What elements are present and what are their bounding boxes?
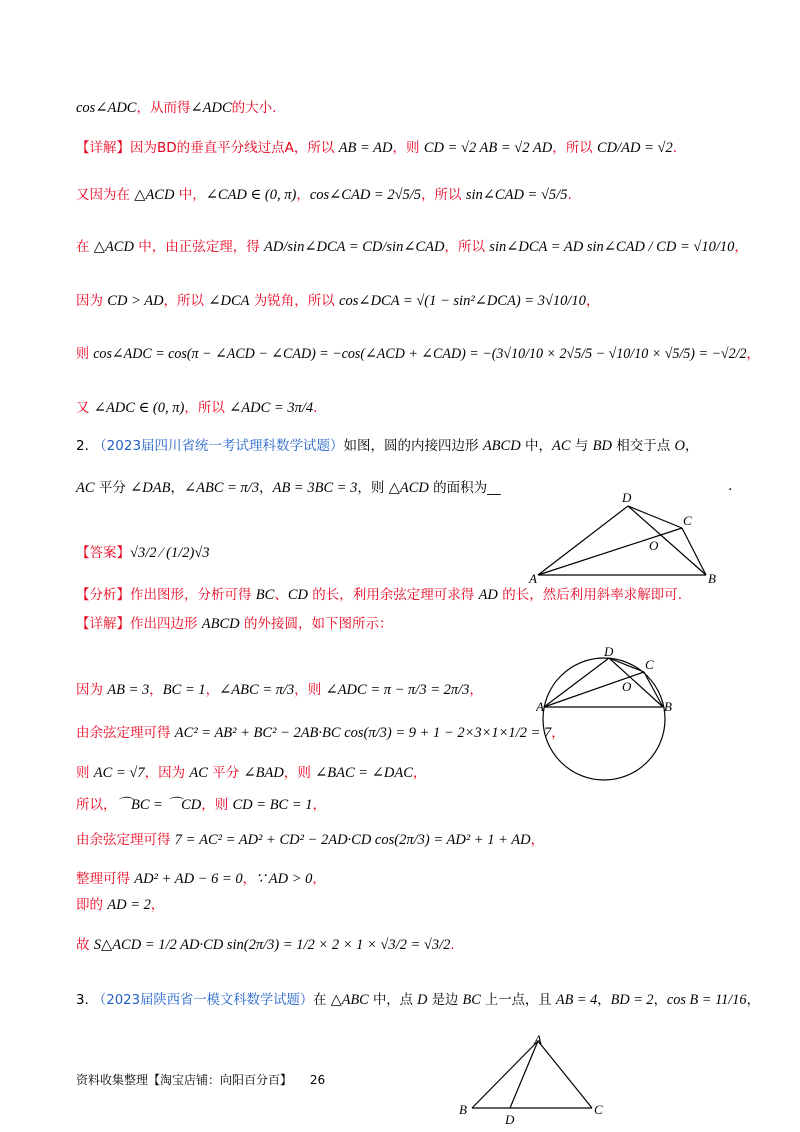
math-expression: ∠DCA (208, 293, 250, 309)
label-o: O (622, 679, 632, 694)
math-expression: BD = 2 (610, 992, 654, 1008)
math-expression: BC = 1 (162, 682, 206, 698)
text-segment: 在 (313, 992, 331, 1008)
text-segment: 【详解】作出四边形 (76, 616, 202, 632)
math-expression: △ABC (330, 992, 369, 1008)
text-segment: 是边 (427, 992, 463, 1008)
edge-ad (544, 658, 609, 707)
text-segment: ，则 (294, 682, 326, 698)
math-expression: AB = 3 (107, 682, 150, 698)
text-segment: 又因为在 (76, 187, 135, 203)
trailing-dot: . (728, 478, 733, 494)
figure-quadrilateral (528, 488, 724, 588)
text-segment: 的面积为__ (428, 480, 501, 496)
footer-text: 资料收集整理【淘宝店铺：向阳百分百】 (76, 1073, 293, 1087)
text-line-15 (76, 763, 426, 783)
text-segment: ，则 (357, 480, 389, 496)
text-segment: ，则 (283, 765, 316, 781)
text-segment: ， (242, 871, 257, 887)
text-line-21 (76, 990, 760, 1010)
text-segment: 与 (570, 438, 593, 454)
text-segment: 2. (76, 438, 94, 454)
math-expression: ∠CAD ∈ (0, π) (205, 187, 297, 203)
math-expression: CD (287, 587, 308, 603)
label-a: A (529, 571, 537, 586)
math-expression: ∠ABC = π/3 (183, 480, 260, 496)
text-segment: 所以， (76, 797, 117, 813)
text-segment: ，所以 (552, 140, 598, 156)
text-segment: 中， (174, 187, 206, 203)
math-expression: AC (551, 438, 571, 454)
text-segment: ， (259, 480, 273, 496)
label-b: B (708, 571, 716, 586)
label-d: D (604, 645, 614, 659)
math-expression: AB = 4 (555, 992, 598, 1008)
text-segment: ， (170, 480, 184, 496)
text-segment: 上一点，且 (480, 992, 556, 1008)
text-segment: 【分析】作出图形，分析可得 (76, 587, 256, 603)
text-line-19 (76, 895, 164, 915)
edge-cb (682, 528, 706, 575)
math-expression: ∠BAC = ∠DAC (315, 765, 413, 781)
text-segment: ， (412, 765, 427, 781)
math-expression: △ACD (93, 239, 134, 255)
edge-cb (644, 672, 663, 707)
math-expression: △ACD (134, 187, 175, 203)
edge-dc (628, 506, 682, 528)
text-segment: 的大小. (231, 100, 277, 116)
math-expression: ∠BAD (243, 765, 284, 781)
text-line-3 (76, 185, 572, 205)
math-expression: ∠DAB (130, 480, 171, 496)
text-segment: ， (746, 346, 760, 362)
text-segment: 【详解】因为BD的垂直平分线过点A，所以 (76, 140, 339, 156)
label-b: B (459, 1102, 467, 1117)
text-segment: ， (312, 871, 326, 887)
text-segment: ， (746, 992, 760, 1008)
math-expression: AD (478, 587, 498, 603)
math-expression: AC² = AB² + BC² − 2AB·BC cos(π/3) = 9 + 1 − 2×3×1×1/2 = 7 (174, 725, 552, 741)
math-expression: ⌒BC = ⌒CD (116, 797, 202, 813)
text-segment: ， (653, 992, 667, 1008)
text-segment: ， (734, 239, 748, 255)
math-expression: cos∠DCA = √(1 − sin²∠DCA) = 3√10/10 (339, 293, 586, 309)
math-expression: AB = 3BC = 3 (272, 480, 358, 496)
edge-ab (472, 1041, 538, 1108)
math-expression: BC (462, 992, 481, 1008)
label-c: C (594, 1102, 603, 1117)
text-segment: 由余弦定理可得 (76, 725, 175, 741)
math-expression: ∠ADC ∈ (0, π) (93, 400, 185, 416)
math-expression: AD = 2 (107, 897, 151, 913)
label-b: B (664, 699, 672, 714)
text-segment: 平分 (94, 480, 131, 496)
text-segment: . (450, 937, 455, 953)
text-segment: ， (296, 187, 310, 203)
page-footer (76, 1071, 325, 1088)
text-segment: 中， (520, 438, 552, 454)
edge-ad (538, 506, 628, 575)
diagonal-bd (628, 506, 706, 575)
text-segment: 相交于点 (611, 438, 675, 454)
text-segment: . (567, 187, 572, 203)
math-expression: D (417, 992, 428, 1008)
label-c: C (645, 657, 654, 672)
text-segment: ， (205, 682, 220, 698)
text-segment: 在 (76, 239, 94, 255)
text-segment: ，则 (392, 140, 424, 156)
text-segment: ， (149, 682, 163, 698)
text-segment: 因为 (76, 682, 108, 698)
math-expression: ∵ AD > 0 (256, 871, 313, 887)
label-o: O (649, 538, 659, 553)
text-segment: ， (530, 832, 545, 848)
math-expression: AC (189, 765, 208, 781)
math-expression: cos B = 11/16 (666, 992, 747, 1008)
text-segment: 即的 (76, 897, 108, 913)
text-segment: ，因为 (144, 765, 190, 781)
text-line-6 (76, 344, 760, 364)
math-expression: BC (255, 587, 275, 603)
label-d: D (505, 1112, 515, 1127)
text-segment: ，所以 (184, 400, 230, 416)
math-expression: sin∠DCA = AD sin∠CAD / CD = √10/10 (489, 239, 735, 255)
text-segment: 的长，利用余弦定理可求得 (307, 587, 479, 603)
text-segment: 平分 (207, 765, 244, 781)
text-line-7 (76, 398, 317, 418)
text-segment: 为锐角，所以 (249, 293, 340, 309)
text-segment: ，从而得 (136, 100, 191, 116)
label-a: A (534, 1032, 542, 1047)
text-segment: ， (469, 682, 483, 698)
math-expression: ABCD (201, 616, 240, 632)
text-segment: 则 (76, 765, 94, 781)
page-number: 26 (309, 1073, 326, 1087)
math-expression: ∠ADC = π − π/3 = 2π/3 (325, 682, 470, 698)
text-segment: 中，由正弦定理，得 (133, 239, 265, 255)
text-segment: 因为 (76, 293, 108, 309)
text-segment: ， (597, 992, 611, 1008)
label-a: A (536, 699, 544, 714)
math-expression: AD² + AD − 6 = 0 (134, 871, 243, 887)
math-expression: ∠ADC (190, 100, 232, 116)
math-expression: cos∠CAD = 2√5/5 (309, 187, 422, 203)
source-citation: （2023届陕西省一模文科数学试题） (92, 992, 314, 1008)
math-expression: cos∠ADC = cos(π − ∠ACD − ∠CAD) = −cos(∠ACD + ∠CAD) = −(3√10/10 × 2√5/5 − √10/10 × √5/5) = −√2/2 (93, 346, 747, 362)
math-expression: S△ACD = 1/2 AD·CD sin(2π/3) = 1/2 × 2 × 1 × √3/2 = √3/2 (93, 937, 451, 953)
math-expression: sin∠CAD = √5/5 (465, 187, 568, 203)
text-line-2 (76, 138, 677, 158)
math-expression: ∠ADC = 3π/4 (229, 400, 314, 416)
text-segment: 整理可得 (76, 871, 135, 887)
text-segment: ， (312, 797, 327, 813)
math-expression: CD/AD = √2 (597, 140, 673, 156)
text-line-8 (76, 436, 699, 456)
text-segment: 故 (76, 937, 94, 953)
text-segment: 3. (76, 992, 93, 1008)
text-segment: 【答案】 (76, 545, 130, 561)
math-expression: AC (76, 480, 95, 496)
math-expression: ∠ABC = π/3 (219, 682, 295, 698)
math-expression: CD > AD (107, 293, 164, 309)
text-segment: ，则 (201, 797, 233, 813)
math-expression: O (674, 438, 686, 454)
text-segment: 则 (76, 346, 94, 362)
math-expression: CD = BC = 1 (232, 797, 313, 813)
text-line-1 (76, 98, 276, 118)
figure-triangle (456, 1032, 608, 1128)
text-line-9 (76, 478, 501, 498)
text-segment: 中，点 (368, 992, 418, 1008)
text-line-5 (76, 291, 599, 311)
text-line-11 (76, 585, 682, 605)
edge-dc (609, 658, 644, 672)
text-line-17 (76, 830, 544, 850)
math-expression: AC = √7 (93, 765, 145, 781)
text-segment: ， (551, 725, 565, 741)
text-segment: 如图，圆的内接四边形 (343, 438, 483, 454)
segment-ad (510, 1041, 538, 1108)
text-segment: ，所以 (163, 293, 209, 309)
text-segment: . (313, 400, 318, 416)
label-c: C (683, 513, 692, 528)
text-segment: 由余弦定理可得 (76, 832, 175, 848)
text-segment: 、 (274, 587, 288, 603)
diagonal-bd (609, 658, 663, 707)
edge-ac (538, 1041, 592, 1108)
text-segment: ，所以 (444, 239, 490, 255)
text-line-12 (76, 614, 392, 634)
label-d: D (622, 490, 632, 505)
text-line-20 (76, 935, 455, 955)
text-segment: 又 (76, 400, 94, 416)
math-expression: CD = √2 AB = √2 AD (423, 140, 553, 156)
text-line-4 (76, 237, 748, 257)
text-segment: . (672, 140, 678, 156)
math-expression: cos∠ADC (76, 100, 137, 116)
text-segment: ， (585, 293, 600, 309)
text-line-10 (76, 543, 210, 563)
text-line-18 (76, 869, 326, 889)
math-expression: 7 = AC² = AD² + CD² − 2AD·CD cos(2π/3) = AD² + 1 + AD (174, 832, 531, 848)
math-expression: AB = AD (338, 140, 393, 156)
math-expression: AD/sin∠DCA = CD/sin∠CAD (264, 239, 445, 255)
figure-circumcircle (536, 645, 676, 793)
text-segment: ， (685, 438, 699, 454)
text-segment: ， (150, 897, 165, 913)
math-expression: ABCD (482, 438, 521, 454)
math-expression: BD (592, 438, 612, 454)
text-line-13 (76, 680, 483, 700)
text-line-16 (76, 795, 326, 815)
math-expression: △ACD (388, 480, 429, 496)
text-segment: 的外接圆，如下图所示： (239, 616, 393, 632)
text-segment: ，所以 (421, 187, 466, 203)
math-expression: √3/2 ⁄ (1/2)√3 (130, 545, 210, 561)
text-segment: 的长，然后利用斜率求解即可. (497, 587, 683, 603)
text-line-14 (76, 723, 565, 743)
source-citation: （2023届四川省统一考试理科数学试题） (93, 438, 344, 454)
